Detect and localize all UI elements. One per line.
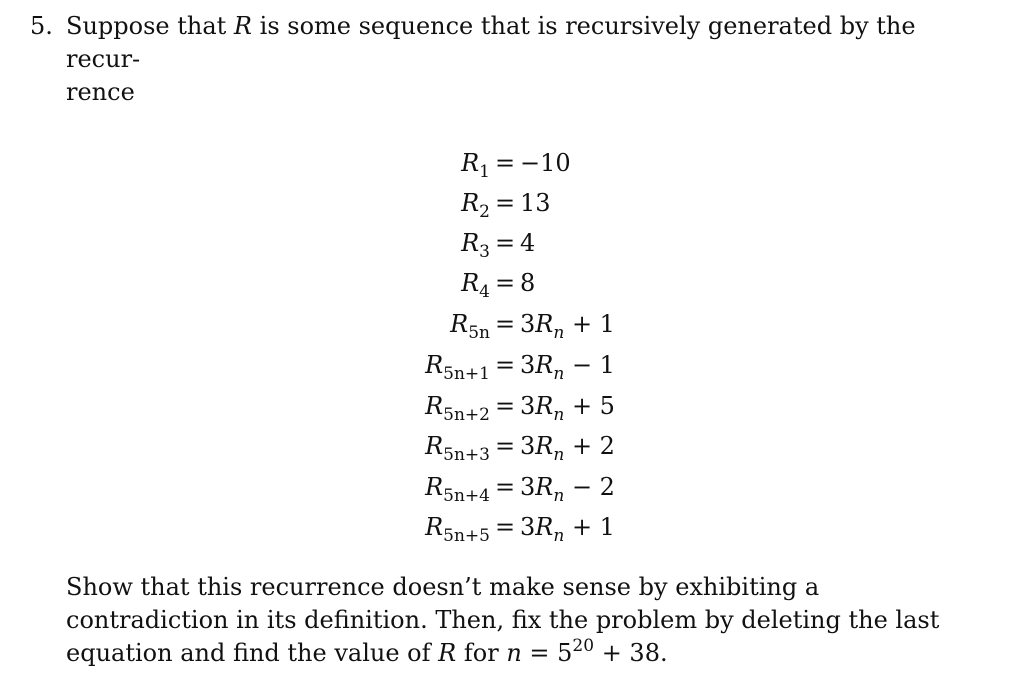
problem-number: 5. bbox=[30, 12, 53, 40]
equation-rhs: −10 bbox=[520, 149, 571, 177]
equation-lhs: $R_3$ bbox=[461, 229, 490, 262]
equation-lhs: $R_{5n}$ bbox=[450, 310, 490, 343]
equation-lhs: $R_1$ bbox=[461, 149, 490, 182]
closing-paragraph bbox=[66, 571, 971, 670]
closing-equation: = 5 bbox=[521, 639, 573, 667]
equation-lhs: $R_2$ bbox=[461, 189, 490, 222]
equation-lhs: $R_{5n+1}$ bbox=[425, 351, 490, 384]
equation-row bbox=[0, 469, 1024, 509]
equation-lhs: $R_{5n+2}$ bbox=[425, 392, 490, 425]
equation-row bbox=[0, 388, 1024, 428]
equals-sign: = bbox=[494, 310, 516, 338]
equation-rhs: $3R_n + 5$ bbox=[520, 392, 615, 425]
equation-row bbox=[0, 265, 1024, 305]
stem-variable: R bbox=[233, 12, 252, 40]
equation-rhs: 4 bbox=[520, 229, 536, 257]
stem-text-before: Suppose that bbox=[66, 12, 227, 40]
equation-row bbox=[0, 306, 1024, 346]
equation-row bbox=[0, 225, 1024, 265]
equation-lhs: $R_4$ bbox=[461, 269, 490, 302]
equals-sign: = bbox=[494, 229, 516, 257]
equals-sign: = bbox=[494, 392, 516, 420]
equation-rhs: $3R_n + 1$ bbox=[520, 513, 615, 546]
equation-row bbox=[0, 347, 1024, 387]
closing-text: Show that this recurrence doesn’t make sense by exhibiting a contradiction in its definition. Then, fix the problem by deleting the last equation and find the value of bbox=[66, 573, 940, 667]
equation-rhs: $3R_n - 1$ bbox=[520, 351, 615, 384]
equals-sign: = bbox=[494, 189, 516, 217]
closing-variable-n: n bbox=[506, 639, 522, 667]
equation-rhs: 13 bbox=[520, 189, 551, 217]
equals-sign: = bbox=[494, 473, 516, 501]
closing-variable-r: R bbox=[438, 639, 457, 667]
closing-text-for: for bbox=[463, 639, 499, 667]
equation-rhs: $3R_n + 1$ bbox=[520, 310, 615, 343]
equals-sign: = bbox=[494, 432, 516, 460]
equation-rhs: 8 bbox=[520, 269, 536, 297]
equation-rhs: $3R_n - 2$ bbox=[520, 473, 615, 506]
equals-sign: = bbox=[494, 269, 516, 297]
stem-text-line2: rence bbox=[66, 78, 135, 106]
problem-stem bbox=[66, 10, 970, 109]
equation-lhs: $R_{5n+4}$ bbox=[425, 473, 490, 506]
equation-row bbox=[0, 145, 1024, 185]
problem-block bbox=[30, 10, 970, 109]
closing-exponent: 20 bbox=[572, 636, 595, 656]
equals-sign: = bbox=[494, 149, 516, 177]
equals-sign: = bbox=[494, 513, 516, 541]
equation-lhs: $R_{5n+5}$ bbox=[425, 513, 490, 546]
equation-row bbox=[0, 428, 1024, 468]
stem-text-after: is some sequence that is recursively generated by the recur- bbox=[66, 12, 916, 73]
equation-row bbox=[0, 185, 1024, 225]
equation-rhs: $3R_n + 2$ bbox=[520, 432, 615, 465]
equation-row bbox=[0, 509, 1024, 549]
closing-tail: + 38. bbox=[594, 639, 668, 667]
equation-lhs: $R_{5n+3}$ bbox=[425, 432, 490, 465]
equals-sign: = bbox=[494, 351, 516, 379]
